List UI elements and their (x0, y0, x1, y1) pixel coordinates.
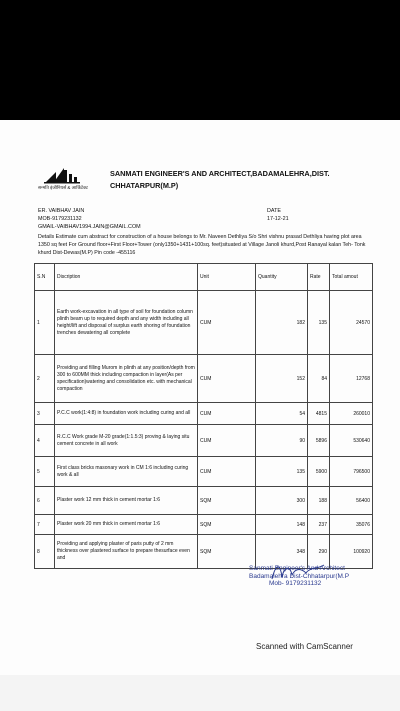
row-amount: 56400 (330, 487, 373, 515)
row-amount: 530640 (330, 425, 373, 457)
row-rate: 84 (308, 355, 330, 403)
row-sn: 4 (35, 425, 55, 457)
row-rate: 237 (308, 515, 330, 535)
row-quantity: 182 (256, 291, 308, 355)
firm-name-title: SANMATI ENGINEER'S AND ARCHITECT,BADAMALEHRA,DIST. CHHATARPUR(M.P) (110, 169, 330, 190)
row-rate: 5896 (308, 425, 330, 457)
row-sn: 5 (35, 457, 55, 487)
date-value: 17-12-21 (267, 216, 289, 222)
row-sn: 6 (35, 487, 55, 515)
row-amount: 796500 (330, 457, 373, 487)
table-row (35, 291, 373, 355)
header-unit: Unit (198, 264, 256, 291)
table-row (35, 487, 373, 515)
row-rate: 4815 (308, 403, 330, 425)
table-row (35, 425, 373, 457)
row-amount: 35076 (330, 515, 373, 535)
row-description: P.C.C work(1:4:8) in foundation work including curing and all (55, 403, 198, 425)
row-rate: 188 (308, 487, 330, 515)
logo-caption: सन्मति इंजीनियर्स & आर्किटेक्ट (38, 185, 88, 190)
row-unit: CUM (198, 425, 256, 457)
header-description: Discription (55, 264, 198, 291)
stamp-line-mobile: Mob- 9179231132 (269, 580, 322, 587)
row-sn: 7 (35, 515, 55, 535)
row-quantity: 54 (256, 403, 308, 425)
row-amount: 260010 (330, 403, 373, 425)
row-unit: SQM (198, 487, 256, 515)
row-rate: 290 (308, 535, 330, 569)
row-description: R.C.C Work grade M-20 grade(1:1.5:3) proving & laying situ cement concrete in all work (55, 425, 198, 457)
row-description: Plaster work 20 mm thick in cement mortar 1:6 (55, 515, 198, 535)
header-rate: Rate (308, 264, 330, 291)
row-description: Providing and filling Murom in plinth at any position/depth from 300 to 600MM thick including compaction in layer(As per specification)watering and consolidation etc. with mechanical compaction (55, 355, 198, 403)
row-sn: 3 (35, 403, 55, 425)
row-description: Plaster work 12 mm thick in cement mortar 1:6 (55, 487, 198, 515)
stamp-line-address: Badamalehra Dist-Chhatarpur(M.P (249, 572, 350, 580)
row-unit: SQM (198, 515, 256, 535)
row-amount: 24570 (330, 291, 373, 355)
date-label: DATE (267, 208, 281, 214)
email-address: GMAIL-VAIBHAV1994.JAIN@GMAIL.COM (38, 224, 141, 230)
row-amount: 100920 (330, 535, 373, 569)
row-unit: CUM (198, 355, 256, 403)
estimate-table (34, 263, 373, 569)
row-amount: 12768 (330, 355, 373, 403)
firm-logo-icon (40, 164, 85, 204)
stamp-line-firm: Sanmati Engineer's And Architect (249, 565, 345, 572)
header-quantity: Quantity (256, 264, 308, 291)
row-unit: SQM (198, 535, 256, 569)
row-description: Earth work-excavation in all type of soil for foundation column plinth beam up to required depth and any width including all height/lift and disposal of surplus earth shoring of foundation trenches dewatering all complete (55, 291, 198, 355)
row-sn: 1 (35, 291, 55, 355)
row-description: First class bricks masonary work in CM 1:6 including curing work & all (55, 457, 198, 487)
row-unit: CUM (198, 403, 256, 425)
row-sn: 2 (35, 355, 55, 403)
row-description: Providing and applying plaster of paris putty of 2 mm thickness over plastered surface to prepare thesurface even and (55, 535, 198, 569)
row-rate: 135 (308, 291, 330, 355)
scanned-watermark: Scanned with CamScanner (256, 642, 353, 651)
mobile-number: MOB-9179231132 (38, 216, 82, 222)
firm-stamp (249, 565, 349, 588)
header-sn: S.N (35, 264, 55, 291)
paper-sheet (0, 120, 400, 675)
row-quantity: 135 (256, 457, 308, 487)
row-quantity: 152 (256, 355, 308, 403)
table-row (35, 515, 373, 535)
row-unit: CUM (198, 291, 256, 355)
row-quantity: 300 (256, 487, 308, 515)
row-quantity: 348 (256, 535, 308, 569)
row-quantity: 90 (256, 425, 308, 457)
row-sn: 8 (35, 535, 55, 569)
table-row (35, 355, 373, 403)
row-unit: CUM (198, 457, 256, 487)
table-header-row (35, 264, 373, 291)
header-amount: Total amout (330, 264, 373, 291)
table-row (35, 457, 373, 487)
row-rate: 5900 (308, 457, 330, 487)
estimate-intro: Details Estimate cum abstract for construction of a house belongs to Mr. Naveen Dethliya S/o Shri vishnu prasad Dethliya having plot area 1350 sq feet For Ground floor+First Floor+Tower (only1350+1431+100sq. feet)situated at Village Janoli khurd,Post Ranayal kalan Teh- Tonk khurd Dist-Dewas(M.P) Pin code -455116 (38, 234, 366, 257)
table-row (35, 403, 373, 425)
document-page (0, 120, 400, 711)
row-quantity: 148 (256, 515, 308, 535)
engineer-name: ER. VAIBHAV JAIN (38, 208, 85, 214)
